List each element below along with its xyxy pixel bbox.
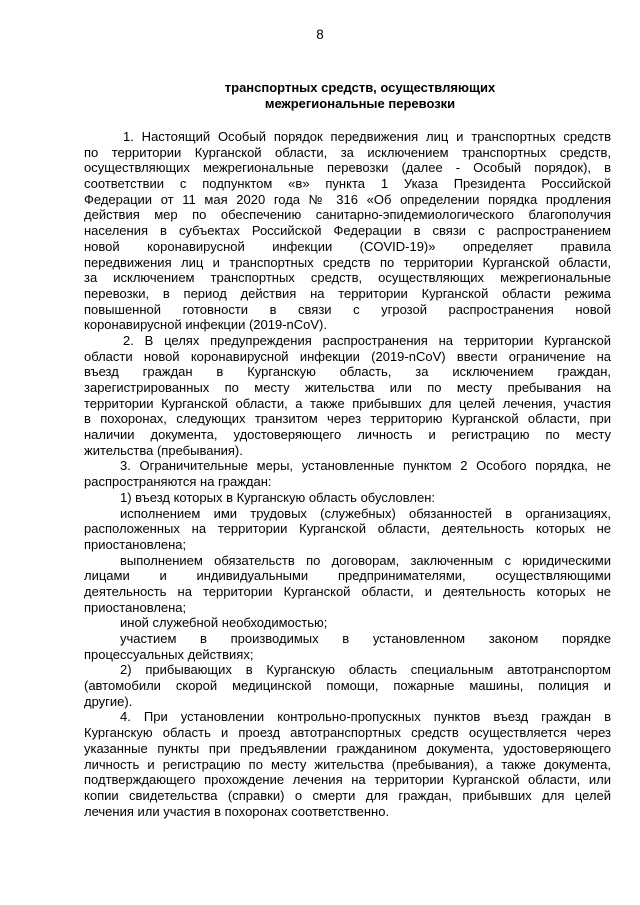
heading-line: межрегиональные перевозки [264,95,456,111]
text-line: Федерации от 11 мая 2020 года № 316 «Об определении порядка продления [84,191,611,207]
text-line: Курганскую область и проезд автотранспортных средств осуществляется через [84,725,611,741]
text-line: въезд граждан в Курганскую область, за исключением граждан, [84,364,611,380]
section-heading [195,80,525,111]
text-line: наличии документа, удостоверяющего личность и регистрацию по месту [84,427,611,443]
text-line: перевозки, в период действия на территории Курганской области режима [84,285,611,301]
text-line: копии свидетельства (справки) о смерти для граждан, прибывших для целей [84,787,611,803]
text-line: территории Курганской области, а также прибывших для целей лечения, участия [84,395,611,411]
text-line: лицами и индивидуальными предпринимателями, осуществляющими [84,568,611,584]
text-line: повышенной готовности в связи с угрозой распространения новой [84,301,611,317]
heading-line: транспортных средств, осуществляющих [224,80,496,95]
text-line: приостановлена; [84,599,187,615]
text-line: по территории Курганской области, за исключением транспортных средств, [84,144,611,160]
page-number: 8 [316,27,324,42]
text-line: 2. В целях предупреждения распространения на территории Курганской [123,332,611,348]
text-line: лечения или участия в похоронах соответственно. [84,803,390,819]
text-line: коронавирусной инфекции (2019-nCoV). [84,317,327,333]
text-line: иной служебной необходимостью; [120,615,328,631]
text-line: 1) въезд которых в Курганскую область обусловлен: [120,489,435,505]
text-line: личность и регистрацию по месту жительства (пребывания), а также документа, [84,756,611,772]
text-line: 1. Настоящий Особый порядок передвижения лиц и транспортных средств [123,129,611,144]
text-line: зарегистрированных по месту жительства или по месту пребывания на [84,380,611,395]
text-line: жительства (пребывания). [84,442,243,458]
text-line: осуществляющих межрегиональные перевозки (далее - Особый порядок), в [84,160,611,176]
text-line: 4. При установлении контрольно-пропускных пунктов въезд граждан в [120,709,611,725]
text-line: 3. Ограничительные меры, установленные пунктом 2 Особого порядка, не [120,458,611,474]
text-line: расположенных на территории Курганской области, деятельность которых не [84,521,611,537]
text-line: новой коронавирусной инфекции (COVID-19)» определяет правила [84,238,611,254]
text-line: участием в производимых в установленном законом порядке [120,631,611,646]
body-text [84,129,611,819]
text-line: действия мер по обеспечению санитарно-эпидемиологического благополучия [84,207,611,223]
text-line: процессуальных действиях; [84,646,254,662]
text-line: приостановлена; [84,536,187,552]
text-line: другие). [84,693,133,709]
text-line: соответствии с подпунктом «в» пункта 1 Указа Президента Российской [84,176,611,192]
text-line: за исключением транспортных средств, осуществляющих межрегиональные [84,270,611,286]
text-line: выполнением обязательств по договорам, заключенным с юридическими [120,552,611,568]
text-line: области новой коронавирусной инфекции (2019-nCoV) ввести ограничение на [84,348,611,364]
text-line: подтверждающего прохождение лечения на территории Курганской области, или [84,772,611,788]
text-line: указанные пункты при предъявлении гражданином документа, удостоверяющего [84,740,611,756]
text-line: (автомобили скорой медицинской помощи, пожарные машины, полиция и [84,678,611,694]
text-line: распространяются на граждан: [84,474,272,490]
text-line: исполнением ими трудовых (служебных) обязанностей в организациях, [120,505,611,521]
text-line: в похоронах, следующих транзитом через территорию Курганской области, при [84,411,611,427]
text-line: деятельность на территории Курганской области, и деятельность которых не [84,583,611,599]
text-line: 2) прибывающих в Курганскую область специальным автотранспортом [120,662,611,678]
text-line: населения в субъектах Российской Федерации в связи с распространением [84,223,611,239]
text-line: передвижения лиц и транспортных средств по территории Курганской области, [84,254,611,270]
